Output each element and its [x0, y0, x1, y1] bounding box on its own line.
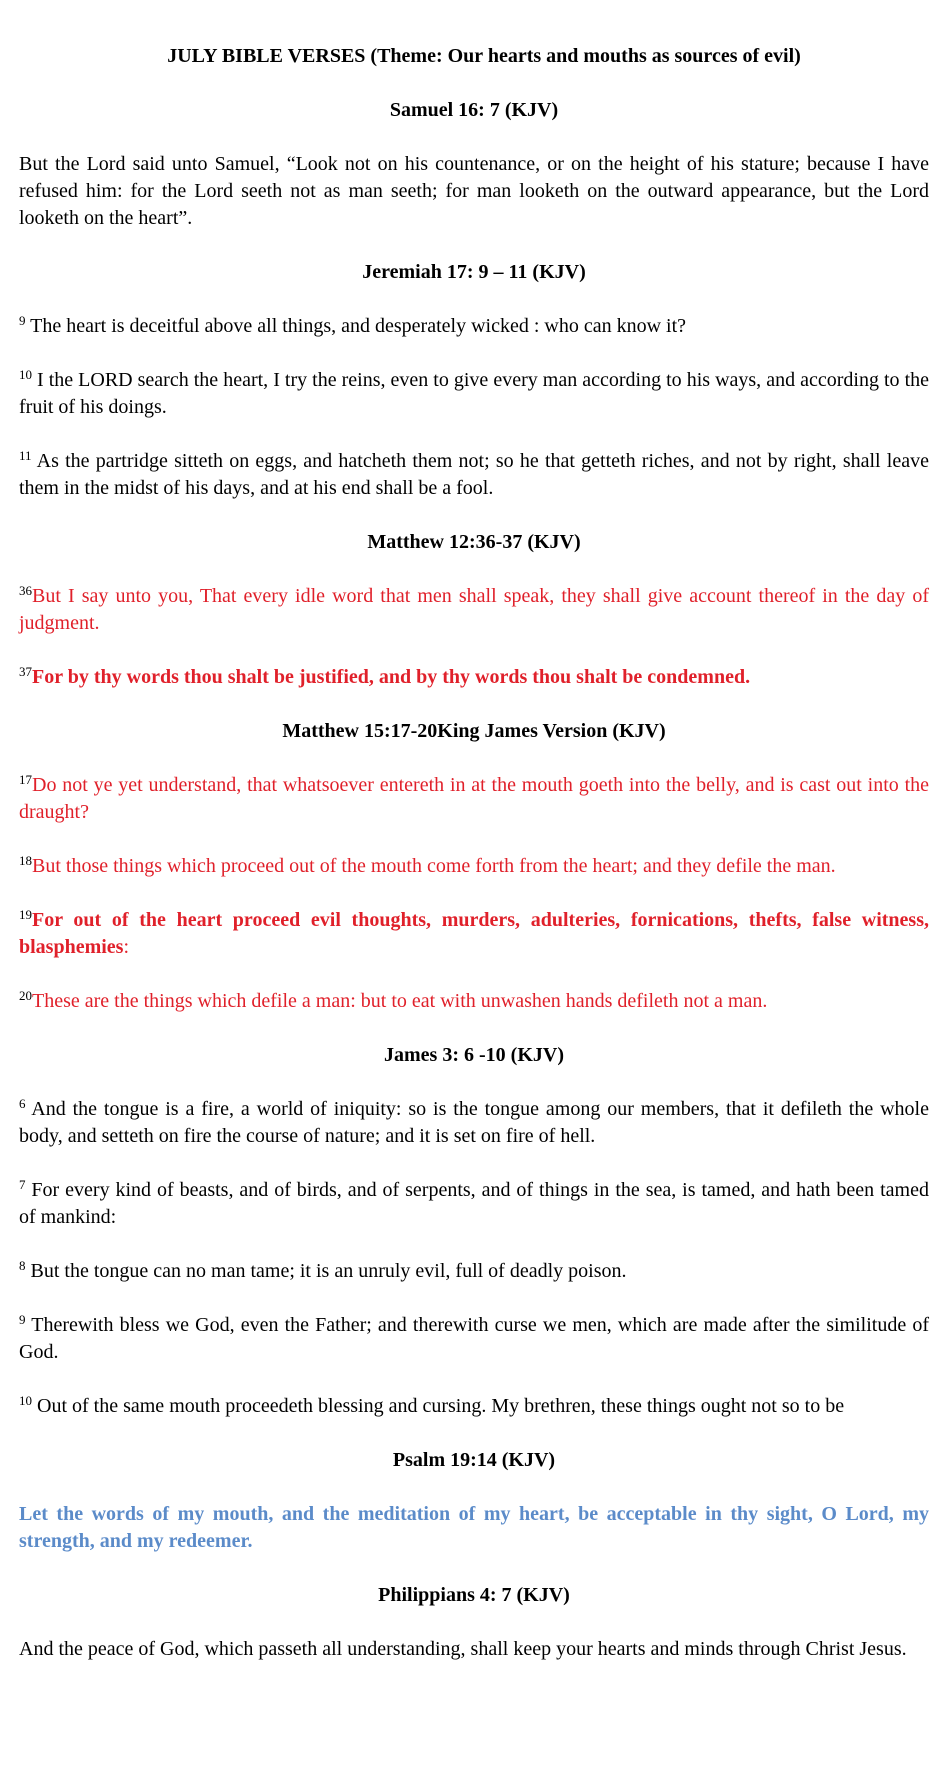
verse-number: 10 [19, 1393, 32, 1408]
matthew15-verse-18 [19, 853, 929, 880]
verse-number: 7 [19, 1177, 26, 1192]
psalm-heading: Psalm 19:14 (KJV) [392, 1449, 556, 1471]
jeremiah-verse-10 [19, 367, 929, 421]
verse-text: Do not ye yet understand, that whatsoever entereth in at the mouth goeth into the belly, and is cast out into the draught? [19, 774, 929, 823]
matthew12-verse-37 [19, 664, 929, 691]
psalm-text: Let the words of my mouth, and the meditation of my heart, be acceptable in thy sight, O Lord, my strength, and my redeemer. [19, 1503, 929, 1552]
jeremiah-verse-11 [19, 448, 929, 502]
verse-text: For out of the heart proceed evil thoughts, murders, adulteries, fornications, thefts, false witness, blasphemies [19, 909, 929, 958]
verse-text: But the tongue can no man tame; it is an unruly evil, full of deadly poison. [25, 1260, 627, 1282]
verse-number: 11 [19, 448, 32, 463]
jeremiah-verse-9 [19, 313, 929, 340]
verse-text: Out of the same mouth proceedeth blessing and cursing. My brethren, these things ought not so to be [32, 1395, 845, 1417]
verse-text: But those things which proceed out of the mouth come forth from the heart; and they defile the man. [32, 855, 836, 877]
matthew15-verse-20 [19, 988, 929, 1015]
jeremiah-heading: Jeremiah 17: 9 – 11 (KJV) [362, 261, 586, 283]
verse-number: 19 [19, 907, 32, 922]
verse-text: For by thy words thou shalt be justified, and by thy words thou shalt be condemned. [32, 666, 751, 688]
samuel-heading: Samuel 16: 7 (KJV) [389, 99, 559, 121]
james-verse-7 [19, 1177, 929, 1231]
verse-text: But I say unto you, That every idle word that men shall speak, they shall give account thereof in the day of judgment. [19, 585, 929, 634]
matthew15-verse-19 [19, 907, 929, 961]
verse-number: 8 [19, 1258, 26, 1273]
verse-number: 18 [19, 853, 32, 868]
verse-number: 17 [19, 772, 32, 787]
verse-number: 10 [19, 367, 32, 382]
matthew12-heading: Matthew 12:36-37 (KJV) [367, 531, 581, 553]
philippians-heading: Philippians 4: 7 (KJV) [378, 1584, 570, 1606]
verse-number: 37 [19, 664, 32, 679]
matthew15-heading: Matthew 15:17-20King James Version (KJV) [282, 720, 666, 742]
verse-text: As the partridge sitteth on eggs, and hatcheth them not; so he that getteth riches, and not by right, shall leave them in the midst of his days, and at his end shall be a fool. [19, 450, 929, 499]
verse-number: 36 [19, 583, 32, 598]
verse-number: 6 [19, 1096, 26, 1111]
philippians-text: And the peace of God, which passeth all understanding, shall keep your hearts and minds through Christ Jesus. [19, 1638, 907, 1660]
verse-text: The heart is deceitful above all things, and desperately wicked : who can know it? [25, 315, 687, 337]
james-verse-10 [19, 1393, 929, 1420]
page-title: JULY BIBLE VERSES (Theme: Our hearts and mouths as sources of evil) [167, 45, 801, 67]
matthew15-verse-17 [19, 772, 929, 826]
verse-text: For every kind of beasts, and of birds, and of serpents, and of things in the sea, is tamed, and hath been tamed of mankind: [19, 1179, 929, 1228]
verse-number: 9 [19, 313, 26, 328]
verse-text: I the LORD search the heart, I try the reins, even to give every man according to his ways, and according to the fruit of his doings. [19, 369, 929, 418]
verse-number: 20 [19, 988, 32, 1003]
matthew12-verse-36 [19, 583, 929, 637]
verse-text: And the tongue is a fire, a world of iniquity: so is the tongue among our members, that it defileth the whole body, and setteth on fire the course of nature; and it is set on fire of hell. [19, 1098, 929, 1147]
james-verse-9 [19, 1312, 929, 1366]
james-verse-8 [19, 1258, 929, 1285]
verse-number: 9 [19, 1312, 26, 1327]
james-verse-6 [19, 1096, 929, 1150]
verse-tail: : [123, 936, 130, 958]
verse-text: Therewith bless we God, even the Father; and therewith curse we men, which are made after the similitude of God. [19, 1314, 929, 1363]
james-heading: James 3: 6 -10 (KJV) [384, 1044, 564, 1066]
verse-text: These are the things which defile a man: but to eat with unwashen hands defileth not a man. [32, 990, 768, 1012]
samuel-text: But the Lord said unto Samuel, “Look not on his countenance, or on the height of his stature; because I have refused him: for the Lord seeth not as man seeth; for man looketh on the outward appearance, but the Lord looketh on the heart”. [19, 153, 929, 229]
